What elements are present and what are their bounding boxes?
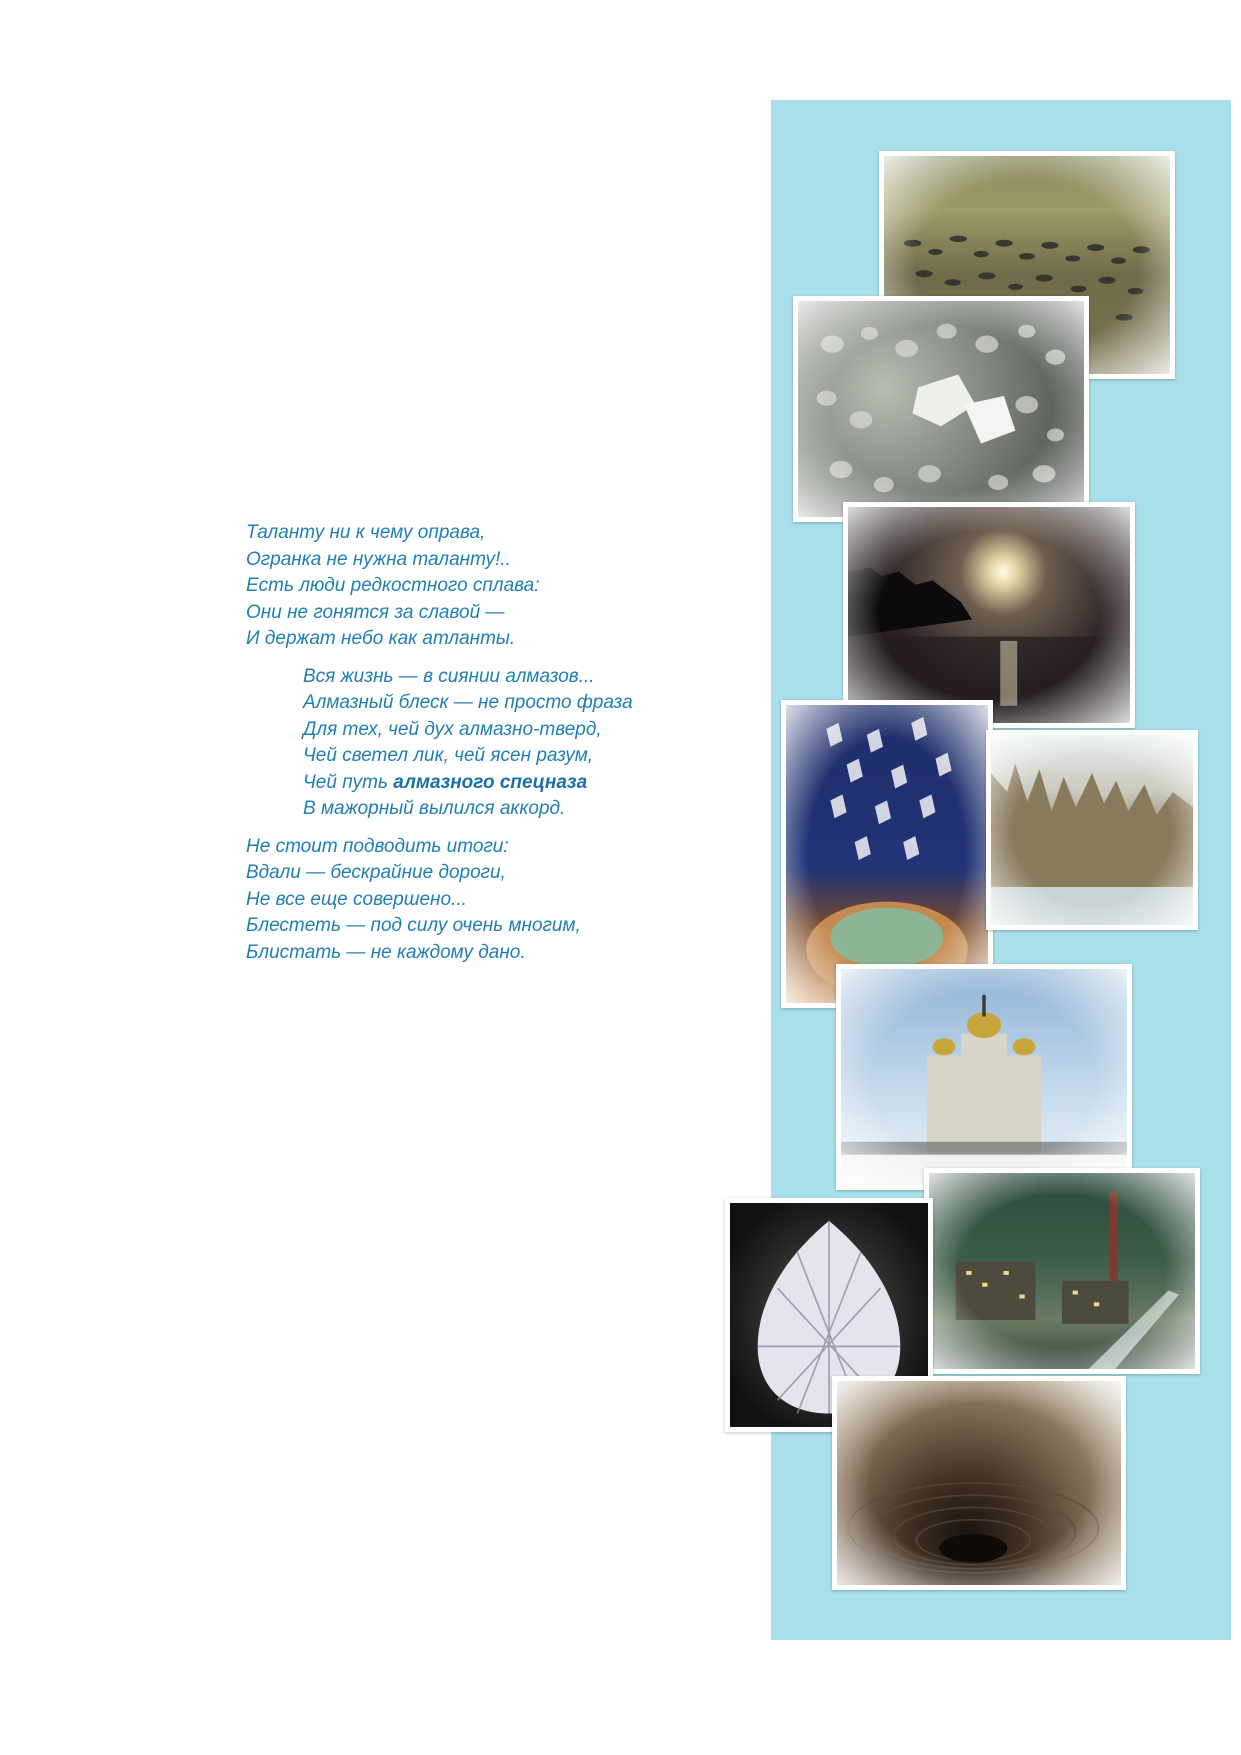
poem-line: Вдали — бескрайние дороги, xyxy=(246,862,506,883)
poem-line: Чей светел лик, чей ясен разум, xyxy=(303,745,594,766)
emphasis-text: алмазного спецназа xyxy=(393,771,588,793)
poem-line: Для тех, чей дух алмазно-тверд, xyxy=(303,718,602,740)
photo-open-pit-mine xyxy=(832,1376,1126,1590)
poem-line: Не все еще совершено... xyxy=(246,888,467,910)
poem-line: Не стоит подводить итоги: xyxy=(246,835,509,857)
poem xyxy=(246,520,716,966)
photo-night-city xyxy=(924,1168,1200,1374)
poem-line: Блестеть — под силу очень многим, xyxy=(246,915,581,936)
poem-line: В мажорный вылился аккорд. xyxy=(303,798,566,819)
poem-line-with-emphasis xyxy=(303,770,716,797)
poem-line: И держат небо как атланты. xyxy=(246,628,516,649)
poem-line: Вся жизнь — в сиянии алмазов... xyxy=(303,665,595,687)
photo-hands-with-diamonds xyxy=(781,700,993,1008)
poem-line: Есть люди редкостного сплава: xyxy=(246,575,540,596)
poem-line: Блистать — не каждому дано. xyxy=(246,941,526,963)
stanza-2 xyxy=(246,664,716,823)
poem-line: Алмазный блеск — не просто фраза xyxy=(303,692,633,713)
poem-line: Огранка не нужна таланту!.. xyxy=(246,548,511,570)
photo-river-sunset xyxy=(843,502,1135,728)
stanza-3 xyxy=(246,834,716,967)
poem-line: Таланту ни к чему оправа, xyxy=(246,522,486,543)
stanza-1 xyxy=(246,520,716,653)
photo-cathedral xyxy=(836,964,1132,1190)
poem-line-prefix: Чей путь xyxy=(303,771,394,793)
photo-lena-pillars xyxy=(986,730,1198,930)
poem-line: Они не гонятся за славой — xyxy=(246,601,505,623)
photo-rough-diamonds xyxy=(793,296,1089,522)
